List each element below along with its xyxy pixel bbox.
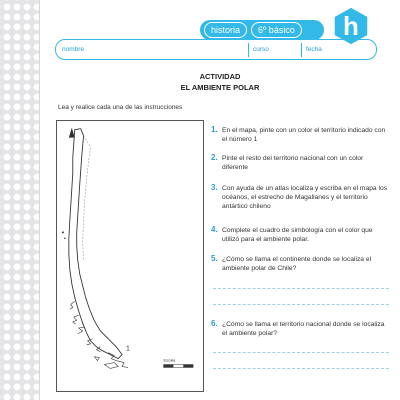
- logo-letter: h: [343, 11, 359, 41]
- answer-line[interactable]: [213, 304, 389, 305]
- divider: [248, 43, 249, 57]
- header-tags: [200, 20, 324, 40]
- question-3: 3. Con ayuda de un atlas localiza y escriba en el mapa los océanos, el estrecho de Magallanes y el territorio antártico chileno: [211, 183, 388, 210]
- student-info-row: [55, 39, 377, 60]
- question-5: 5. ¿Cómo se llama el continente donde se localiza el ambiente polar de Chile?: [211, 254, 372, 272]
- question-1: 1. En el mapa, pinte con un color el territorio indicado con el número 1: [211, 125, 386, 143]
- activity-title: EL AMBIENTE POLAR: [180, 83, 260, 92]
- binder-strip: [0, 0, 40, 400]
- date-label: fecha: [306, 46, 322, 53]
- answer-line[interactable]: [213, 288, 389, 289]
- instructions-text: Lea y realice cada una de las instrucciones: [58, 104, 183, 111]
- scale-bar: [164, 358, 194, 368]
- map-region-label: 1: [126, 345, 130, 353]
- tag-pill-group: [200, 20, 324, 40]
- answer-line[interactable]: [213, 352, 389, 353]
- grade-tag: 6º básico: [251, 22, 302, 38]
- question-2: 2. Pinte el resto del territorio nacional con un color diferente: [211, 153, 364, 171]
- subject-tag: historia: [204, 22, 247, 38]
- chile-map: [56, 120, 204, 392]
- scale-label: Escala: [163, 357, 176, 363]
- divider: [301, 43, 302, 57]
- question-6: 6. ¿Cómo se llama el territorio nacional donde se localiza el ambiente polar?: [211, 319, 385, 337]
- name-label: nombre: [62, 46, 85, 53]
- answer-line[interactable]: [213, 368, 389, 369]
- compass-icon: [69, 128, 75, 138]
- question-4: 4. Complete el cuadro de simbología con el color que utilizó para el ambiente polar.: [211, 225, 373, 243]
- chile-map-drawing: [57, 121, 203, 391]
- course-label: curso: [253, 46, 269, 53]
- activity-heading: ACTIVIDAD: [199, 72, 241, 81]
